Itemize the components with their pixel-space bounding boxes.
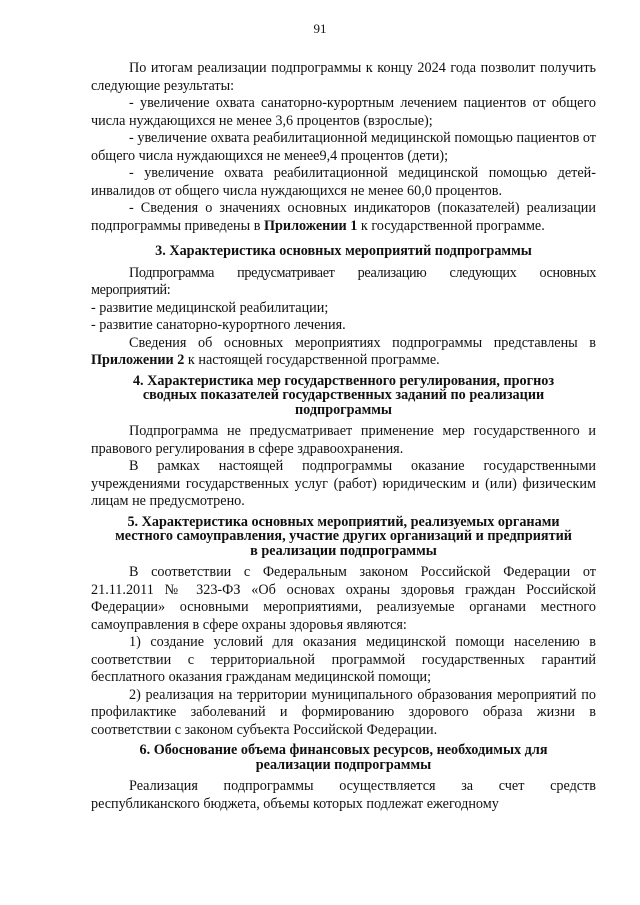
heading-line: 4. Характеристика мер государственного регулирования, прогноз [132, 372, 555, 389]
measure-item: - развитие медицинской реабилитации; [91, 299, 329, 316]
heading-line: в реализации подпрограммы [250, 542, 437, 559]
result-item: - увеличение охвата санаторно-курортным лечением пациентов от общего числа нуждающихся не менее 3,6 процентов (взрослые); [91, 95, 596, 129]
section-4-paragraph: Подпрограмма не предусматривает применение мер государственного и правового регулирования в сфере здравоохранения. [91, 423, 596, 457]
indicators-text-end: к государственной программе. [357, 217, 545, 234]
details-text-end: к настоящей государственной программе. [184, 352, 440, 368]
section-6-paragraph: Реализация подпрограммы осуществляется за счет средств республиканского бюджета, объемы которых подлежат ежегодному [91, 778, 596, 812]
section-4-heading [91, 374, 596, 418]
heading-line: 5. Характеристика основных мероприятий, реализуемых органами [127, 513, 560, 530]
section-5-paragraph: В соответствии с Федеральным законом Российской Федерации от 21.11.2011 № 323-ФЗ «Об основах охраны здоровья граждан Российской Федерации» основными мероприятиями, реализуемые органами местного самоуправления в сфере охраны здоровья являются: [91, 564, 596, 633]
heading-line: 6. Обоснование объема финансовых ресурсов, необходимых для [139, 742, 548, 758]
indicators-paragraph [91, 200, 596, 235]
result-item: - увеличение охвата реабилитационной медицинской помощью пациентов от общего числа нуждающихся не менее9,4 процентов (дети); [91, 130, 596, 164]
section-5-paragraph: 1) создание условий для оказания медицинской помощи населению в соответствии с территориальной программой государственных гарантий бесплатного оказания гражданам медицинской помощи; [91, 634, 596, 685]
heading-line: местного самоуправления, участие других организаций и предприятий [115, 528, 572, 544]
heading-line: сводных показателей государственных заданий по реализации [142, 387, 545, 403]
page-number: 91 [313, 21, 327, 36]
section-3-details [91, 335, 596, 370]
result-item: - увеличение охвата реабилитационной медицинской помощью детей-инвалидов от общего числа нуждающихся не менее 60,0 процентов. [91, 165, 596, 199]
indicators-text: - Сведения о значениях основных индикаторов (показателей) реализации подпрограммы приведены в [91, 200, 596, 234]
details-text: Сведения об основных мероприятиях подпрограммы представлены в [129, 334, 596, 351]
appendix-1-ref: Приложении 1 [263, 217, 358, 234]
heading-line: реализации подпрограммы [255, 756, 432, 773]
section-5-heading [91, 515, 596, 559]
appendix-2-ref: Приложении 2 [91, 352, 185, 368]
section-4-paragraph: В рамках настоящей подпрограммы оказание государственными учреждениями государственных услуг (работ) юридическим и (или) физическим лицам не предусмотрено. [91, 458, 596, 509]
section-5-paragraph: 2) реализация на территории муниципального образования мероприятий по профилактике заболеваний и формированию здорового образа жизни в соответствии с законом субъекта Российской Федерации. [91, 686, 596, 738]
heading-line: подпрограммы [294, 401, 393, 418]
results-intro: По итогам реализации подпрограммы к концу 2024 года позволит получить следующие результаты: [91, 60, 596, 94]
section-3-heading: 3. Характеристика основных мероприятий подпрограммы [155, 243, 532, 259]
section-6-heading [91, 743, 596, 772]
section-3-intro: Подпрограмма предусматривает реализацию следующих основных мероприятий: [91, 264, 596, 298]
measure-item: - развитие санаторно-курортного лечения. [91, 317, 346, 333]
page-content [91, 60, 596, 813]
